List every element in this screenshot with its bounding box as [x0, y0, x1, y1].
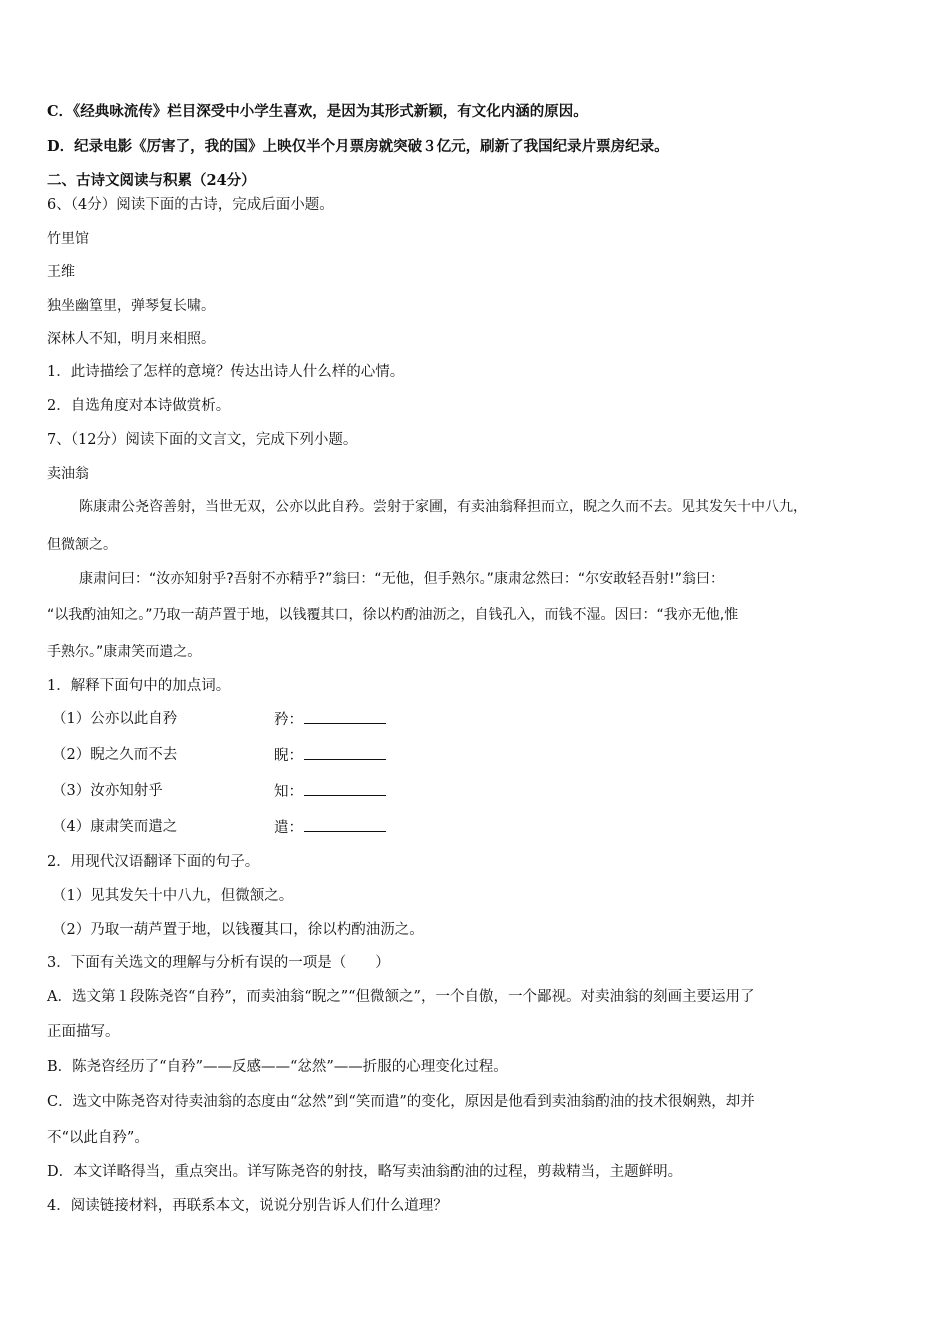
question-6: 6、（4分）阅读下面的古诗，完成后面小题。: [47, 197, 334, 213]
section-heading: 二、古诗文阅读与积累（24分）: [47, 172, 256, 189]
answer-blank[interactable]: [304, 745, 386, 760]
translate-sentence-2: （2）乃取一葫芦置于地，以钱覆其口，徐以杓酌油沥之。: [52, 922, 424, 938]
translate-sentence-1: （1）见其发矢十中八九，但微颔之。: [52, 888, 294, 904]
vocab-item: [52, 709, 392, 729]
poem-title: 竹里馆: [47, 231, 89, 247]
essay-title: 卖油翁: [47, 466, 89, 482]
vocab-word: 矜：: [274, 712, 303, 728]
answer-blank[interactable]: [304, 817, 386, 832]
poem-author: 王维: [47, 264, 75, 280]
choice-a-line-1: A．选文第１段陈尧咨“自矜”，而卖油翁“睨之”“但微颔之”，一个自傲，一个鄙视。对卖油翁的刻画主要运用了: [47, 989, 755, 1005]
essay-para-1b: 但微颔之。: [47, 537, 117, 553]
option-d: D．纪录电影《厉害了，我的国》上映仅半个月票房就突破３亿元，刷新了我国纪录片票房纪录。: [47, 138, 669, 155]
poem-line-1: 独坐幽篁里，弹琴复长啸。: [47, 298, 215, 314]
question-7-1: 1．解释下面句中的加点词。: [47, 678, 231, 694]
question-7-2: 2．用现代汉语翻译下面的句子。: [47, 854, 260, 870]
choice-c-line-2: 不“以此自矜”。: [47, 1130, 149, 1146]
vocab-sentence: （2）睨之久而不去: [52, 747, 178, 763]
vocab-sentence: （4）康肃笑而遣之: [52, 819, 178, 835]
vocab-sentence: （1）公亦以此自矜: [52, 711, 178, 727]
vocab-item: [52, 781, 392, 801]
answer-blank[interactable]: [304, 709, 386, 724]
choice-b: B．陈尧咨经历了“自矜”——反感——“忿然”——折服的心理变化过程。: [47, 1059, 508, 1075]
answer-blank[interactable]: [304, 781, 386, 796]
essay-para-1a: 陈康肃公尧咨善射，当世无双，公亦以此自矜。尝射于家圃，有卖油翁释担而立，睨之久而不去。见其发矢十中八九，: [79, 499, 807, 515]
vocab-item: [52, 745, 392, 765]
choice-c-line-1: C．选文中陈尧咨对待卖油翁的态度由“忿然”到“笑而遣”的变化，原因是他看到卖油翁酌油的技术很娴熟，却并: [47, 1094, 755, 1110]
option-c: C．《经典咏流传》栏目深受中小学生喜欢，是因为其形式新颖，有文化内涵的原因。: [47, 103, 588, 120]
vocab-sentence: （3）汝亦知射乎: [52, 783, 163, 799]
essay-para-2b: “以我酌油知之。”乃取一葫芦置于地，以钱覆其口，徐以杓酌油沥之，自钱孔入，而钱不湿。因曰：“我亦无他,惟: [47, 607, 739, 623]
question-6-1: 1．此诗描绘了怎样的意境？传达出诗人什么样的心情。: [47, 364, 405, 380]
vocab-word: 睨：: [274, 748, 303, 764]
question-7-4: 4．阅读链接材料，再联系本文，说说分别告诉人们什么道理？: [47, 1198, 448, 1214]
choice-d: D．本文详略得当，重点突出。详写陈尧咨的射技，略写卖油翁酌油的过程，剪裁精当，主题鲜明。: [47, 1164, 683, 1180]
poem-line-2: 深林人不知，明月来相照。: [47, 331, 215, 347]
question-7: 7、（12分）阅读下面的文言文，完成下列小题。: [47, 432, 358, 448]
essay-para-2a: 康肃问曰：“汝亦知射乎?吾射不亦精乎?”翁曰：“无他，但手熟尔。”康肃忿然曰：“尔安敢轻吾射!”翁曰：: [79, 571, 724, 587]
choice-a-line-2: 正面描写。: [47, 1024, 120, 1040]
question-6-2: 2．自选角度对本诗做赏析。: [47, 398, 231, 414]
question-7-3: 3．下面有关选文的理解与分析有误的一项是（ ）: [47, 955, 390, 971]
vocab-item: [52, 817, 392, 837]
vocab-word: 知：: [274, 784, 303, 800]
essay-para-2c: 手熟尔。”康肃笑而遣之。: [47, 644, 202, 660]
vocab-word: 遣：: [274, 820, 303, 836]
